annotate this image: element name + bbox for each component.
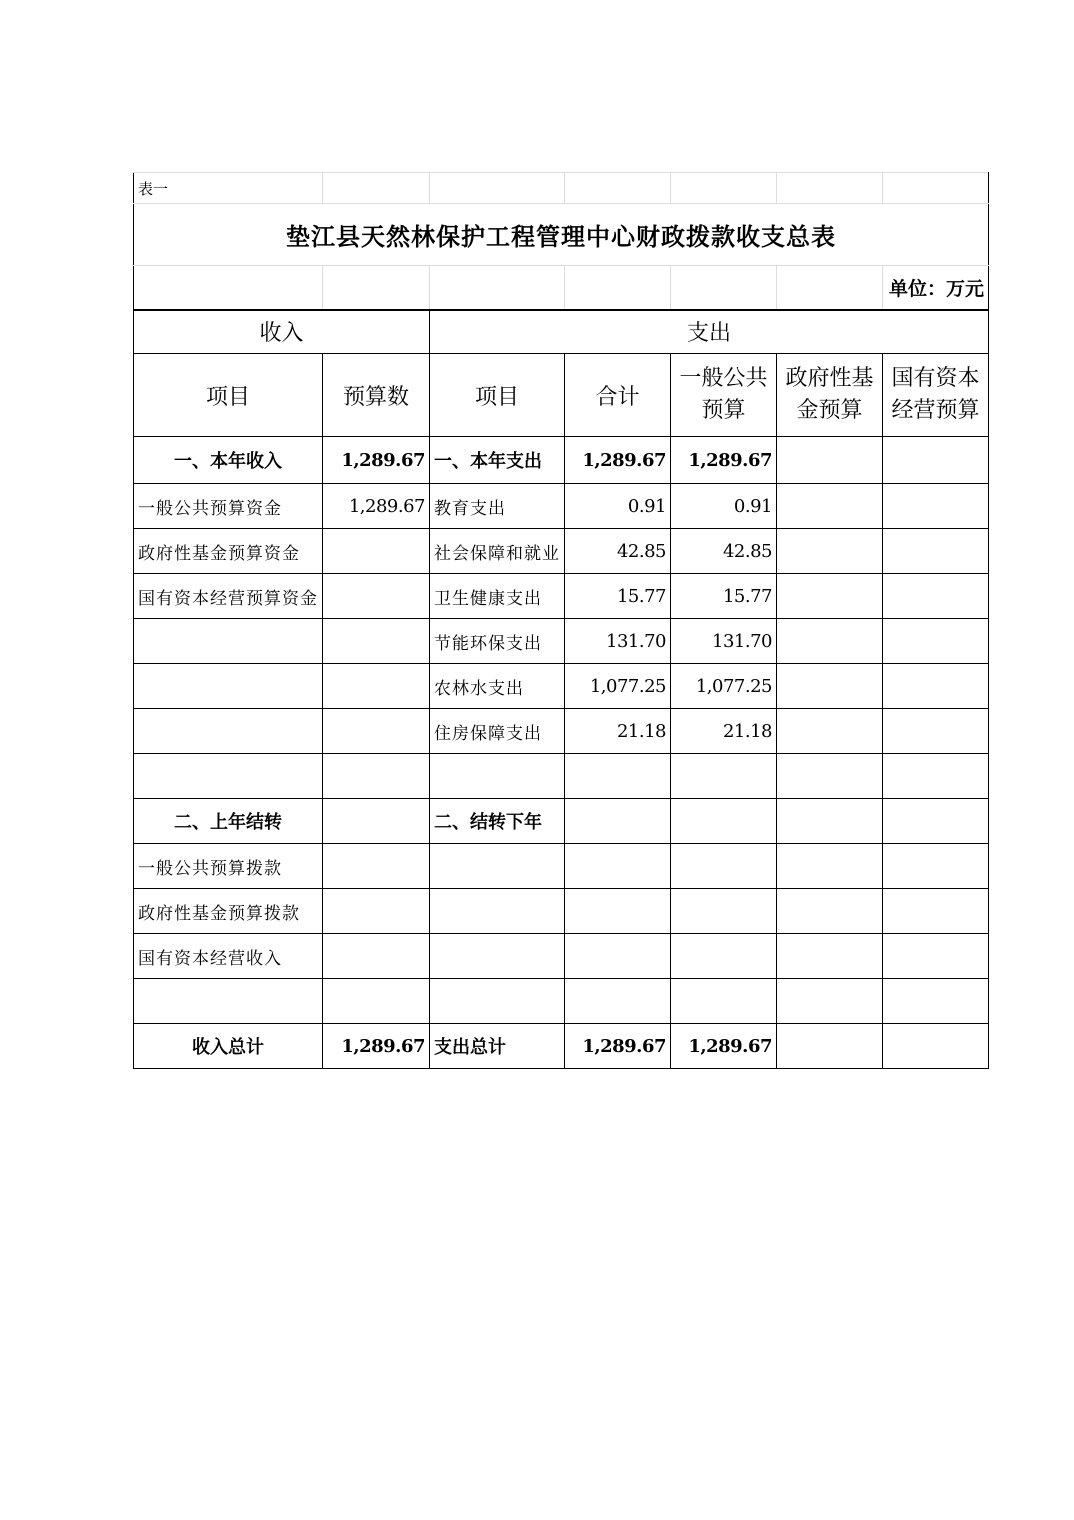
cell-state-capital — [883, 1024, 989, 1069]
cell-state-capital — [883, 574, 989, 619]
expense-item-header: 项目 — [430, 354, 565, 437]
cell-income-item: 一般公共预算拨款 — [134, 844, 323, 889]
cell-gov-fund — [777, 484, 883, 529]
cell-gov-fund — [777, 574, 883, 619]
cell-total — [565, 889, 671, 934]
table-row — [134, 574, 989, 619]
cell-income-item: 一、本年收入 — [134, 437, 323, 484]
cell-income-item: 一般公共预算资金 — [134, 484, 323, 529]
table-row — [134, 484, 989, 529]
cell-income-budget — [323, 979, 430, 1024]
cell-income-budget — [323, 574, 430, 619]
cell-income-budget — [323, 799, 430, 844]
cell-total: 42.85 — [565, 529, 671, 574]
cell-state-capital — [883, 619, 989, 664]
cell-gov-fund — [777, 1024, 883, 1069]
cell-gov-fund — [777, 934, 883, 979]
cell-total: 1,289.67 — [565, 1024, 671, 1069]
cell-total: 21.18 — [565, 709, 671, 754]
cell-expense-item: 卫生健康支出 — [430, 574, 565, 619]
cell-income-budget — [323, 619, 430, 664]
table-row — [134, 979, 989, 1024]
cell-total — [565, 754, 671, 799]
cell-income-item: 政府性基金预算资金 — [134, 529, 323, 574]
cell-state-capital — [883, 437, 989, 484]
table-row — [134, 844, 989, 889]
cell-state-capital — [883, 979, 989, 1024]
cell-expense-item: 社会保障和就业 — [430, 529, 565, 574]
cell-general-public: 1,289.67 — [671, 1024, 777, 1069]
expense-section-header: 支出 — [430, 310, 989, 354]
cell-income-item: 政府性基金预算拨款 — [134, 889, 323, 934]
cell-total — [565, 934, 671, 979]
cell-total: 131.70 — [565, 619, 671, 664]
cell-income-item — [134, 664, 323, 709]
table-row — [134, 437, 989, 484]
cell-general-public: 1,077.25 — [671, 664, 777, 709]
gov-fund-header: 政府性基金预算 — [777, 354, 883, 437]
cell-income-item: 二、上年结转 — [134, 799, 323, 844]
cell-gov-fund — [777, 889, 883, 934]
cell-general-public — [671, 754, 777, 799]
table-row — [134, 664, 989, 709]
table-row — [134, 799, 989, 844]
table-label: 表一 — [134, 173, 323, 204]
table-row — [134, 1024, 989, 1069]
cell-expense-item: 一、本年支出 — [430, 437, 565, 484]
cell-gov-fund — [777, 979, 883, 1024]
cell-state-capital — [883, 709, 989, 754]
table-row — [134, 709, 989, 754]
cell-income-item — [134, 979, 323, 1024]
state-capital-header: 国有资本经营预算 — [883, 354, 989, 437]
cell-state-capital — [883, 934, 989, 979]
cell-income-item: 国有资本经营收入 — [134, 934, 323, 979]
cell-general-public: 1,289.67 — [671, 437, 777, 484]
cell-income-budget: 1,289.67 — [323, 1024, 430, 1069]
cell-state-capital — [883, 529, 989, 574]
cell-total — [565, 799, 671, 844]
cell-gov-fund — [777, 844, 883, 889]
cell-income-budget — [323, 709, 430, 754]
cell-expense-item — [430, 889, 565, 934]
cell-total — [565, 979, 671, 1024]
cell-general-public: 21.18 — [671, 709, 777, 754]
cell-total: 1,289.67 — [565, 437, 671, 484]
cell-expense-item — [430, 844, 565, 889]
cell-general-public — [671, 889, 777, 934]
unit-label: 单位：万元 — [883, 266, 989, 310]
cell-state-capital — [883, 889, 989, 934]
cell-expense-item: 农林水支出 — [430, 664, 565, 709]
cell-total: 15.77 — [565, 574, 671, 619]
cell-gov-fund — [777, 664, 883, 709]
cell-general-public — [671, 799, 777, 844]
cell-expense-item: 教育支出 — [430, 484, 565, 529]
cell-gov-fund — [777, 529, 883, 574]
total-header: 合计 — [565, 354, 671, 437]
cell-income-budget — [323, 754, 430, 799]
cell-expense-item: 节能环保支出 — [430, 619, 565, 664]
cell-general-public: 0.91 — [671, 484, 777, 529]
cell-state-capital — [883, 664, 989, 709]
cell-general-public: 15.77 — [671, 574, 777, 619]
cell-income-budget: 1,289.67 — [323, 437, 430, 484]
cell-income-item: 收入总计 — [134, 1024, 323, 1069]
cell-expense-item — [430, 934, 565, 979]
table-row — [134, 934, 989, 979]
cell-general-public — [671, 934, 777, 979]
cell-income-budget — [323, 934, 430, 979]
cell-expense-item: 支出总计 — [430, 1024, 565, 1069]
cell-gov-fund — [777, 754, 883, 799]
cell-gov-fund — [777, 709, 883, 754]
cell-income-budget — [323, 664, 430, 709]
table-row — [134, 619, 989, 664]
income-item-header: 项目 — [134, 354, 323, 437]
cell-income-item — [134, 754, 323, 799]
cell-income-item — [134, 619, 323, 664]
page-title: 垫江县天然林保护工程管理中心财政拨款收支总表 — [134, 204, 989, 266]
cell-state-capital — [883, 799, 989, 844]
income-section-header: 收入 — [134, 310, 430, 354]
table-row — [134, 529, 989, 574]
cell-income-item — [134, 709, 323, 754]
table-row — [134, 754, 989, 799]
cell-gov-fund — [777, 437, 883, 484]
cell-gov-fund — [777, 619, 883, 664]
general-public-header: 一般公共预算 — [671, 354, 777, 437]
cell-state-capital — [883, 754, 989, 799]
cell-expense-item — [430, 754, 565, 799]
cell-expense-item: 住房保障支出 — [430, 709, 565, 754]
cell-expense-item: 二、结转下年 — [430, 799, 565, 844]
cell-general-public: 42.85 — [671, 529, 777, 574]
cell-state-capital — [883, 484, 989, 529]
cell-income-budget — [323, 844, 430, 889]
cell-total — [565, 844, 671, 889]
cell-general-public — [671, 844, 777, 889]
cell-income-budget: 1,289.67 — [323, 484, 430, 529]
cell-total: 1,077.25 — [565, 664, 671, 709]
cell-income-budget — [323, 889, 430, 934]
table-body — [134, 437, 989, 1069]
cell-total: 0.91 — [565, 484, 671, 529]
cell-income-budget — [323, 529, 430, 574]
cell-state-capital — [883, 844, 989, 889]
cell-gov-fund — [777, 799, 883, 844]
cell-income-item: 国有资本经营预算资金 — [134, 574, 323, 619]
income-budget-header: 预算数 — [323, 354, 430, 437]
table-row — [134, 889, 989, 934]
budget-summary-table — [133, 172, 989, 1069]
cell-expense-item — [430, 979, 565, 1024]
cell-general-public: 131.70 — [671, 619, 777, 664]
cell-general-public — [671, 979, 777, 1024]
